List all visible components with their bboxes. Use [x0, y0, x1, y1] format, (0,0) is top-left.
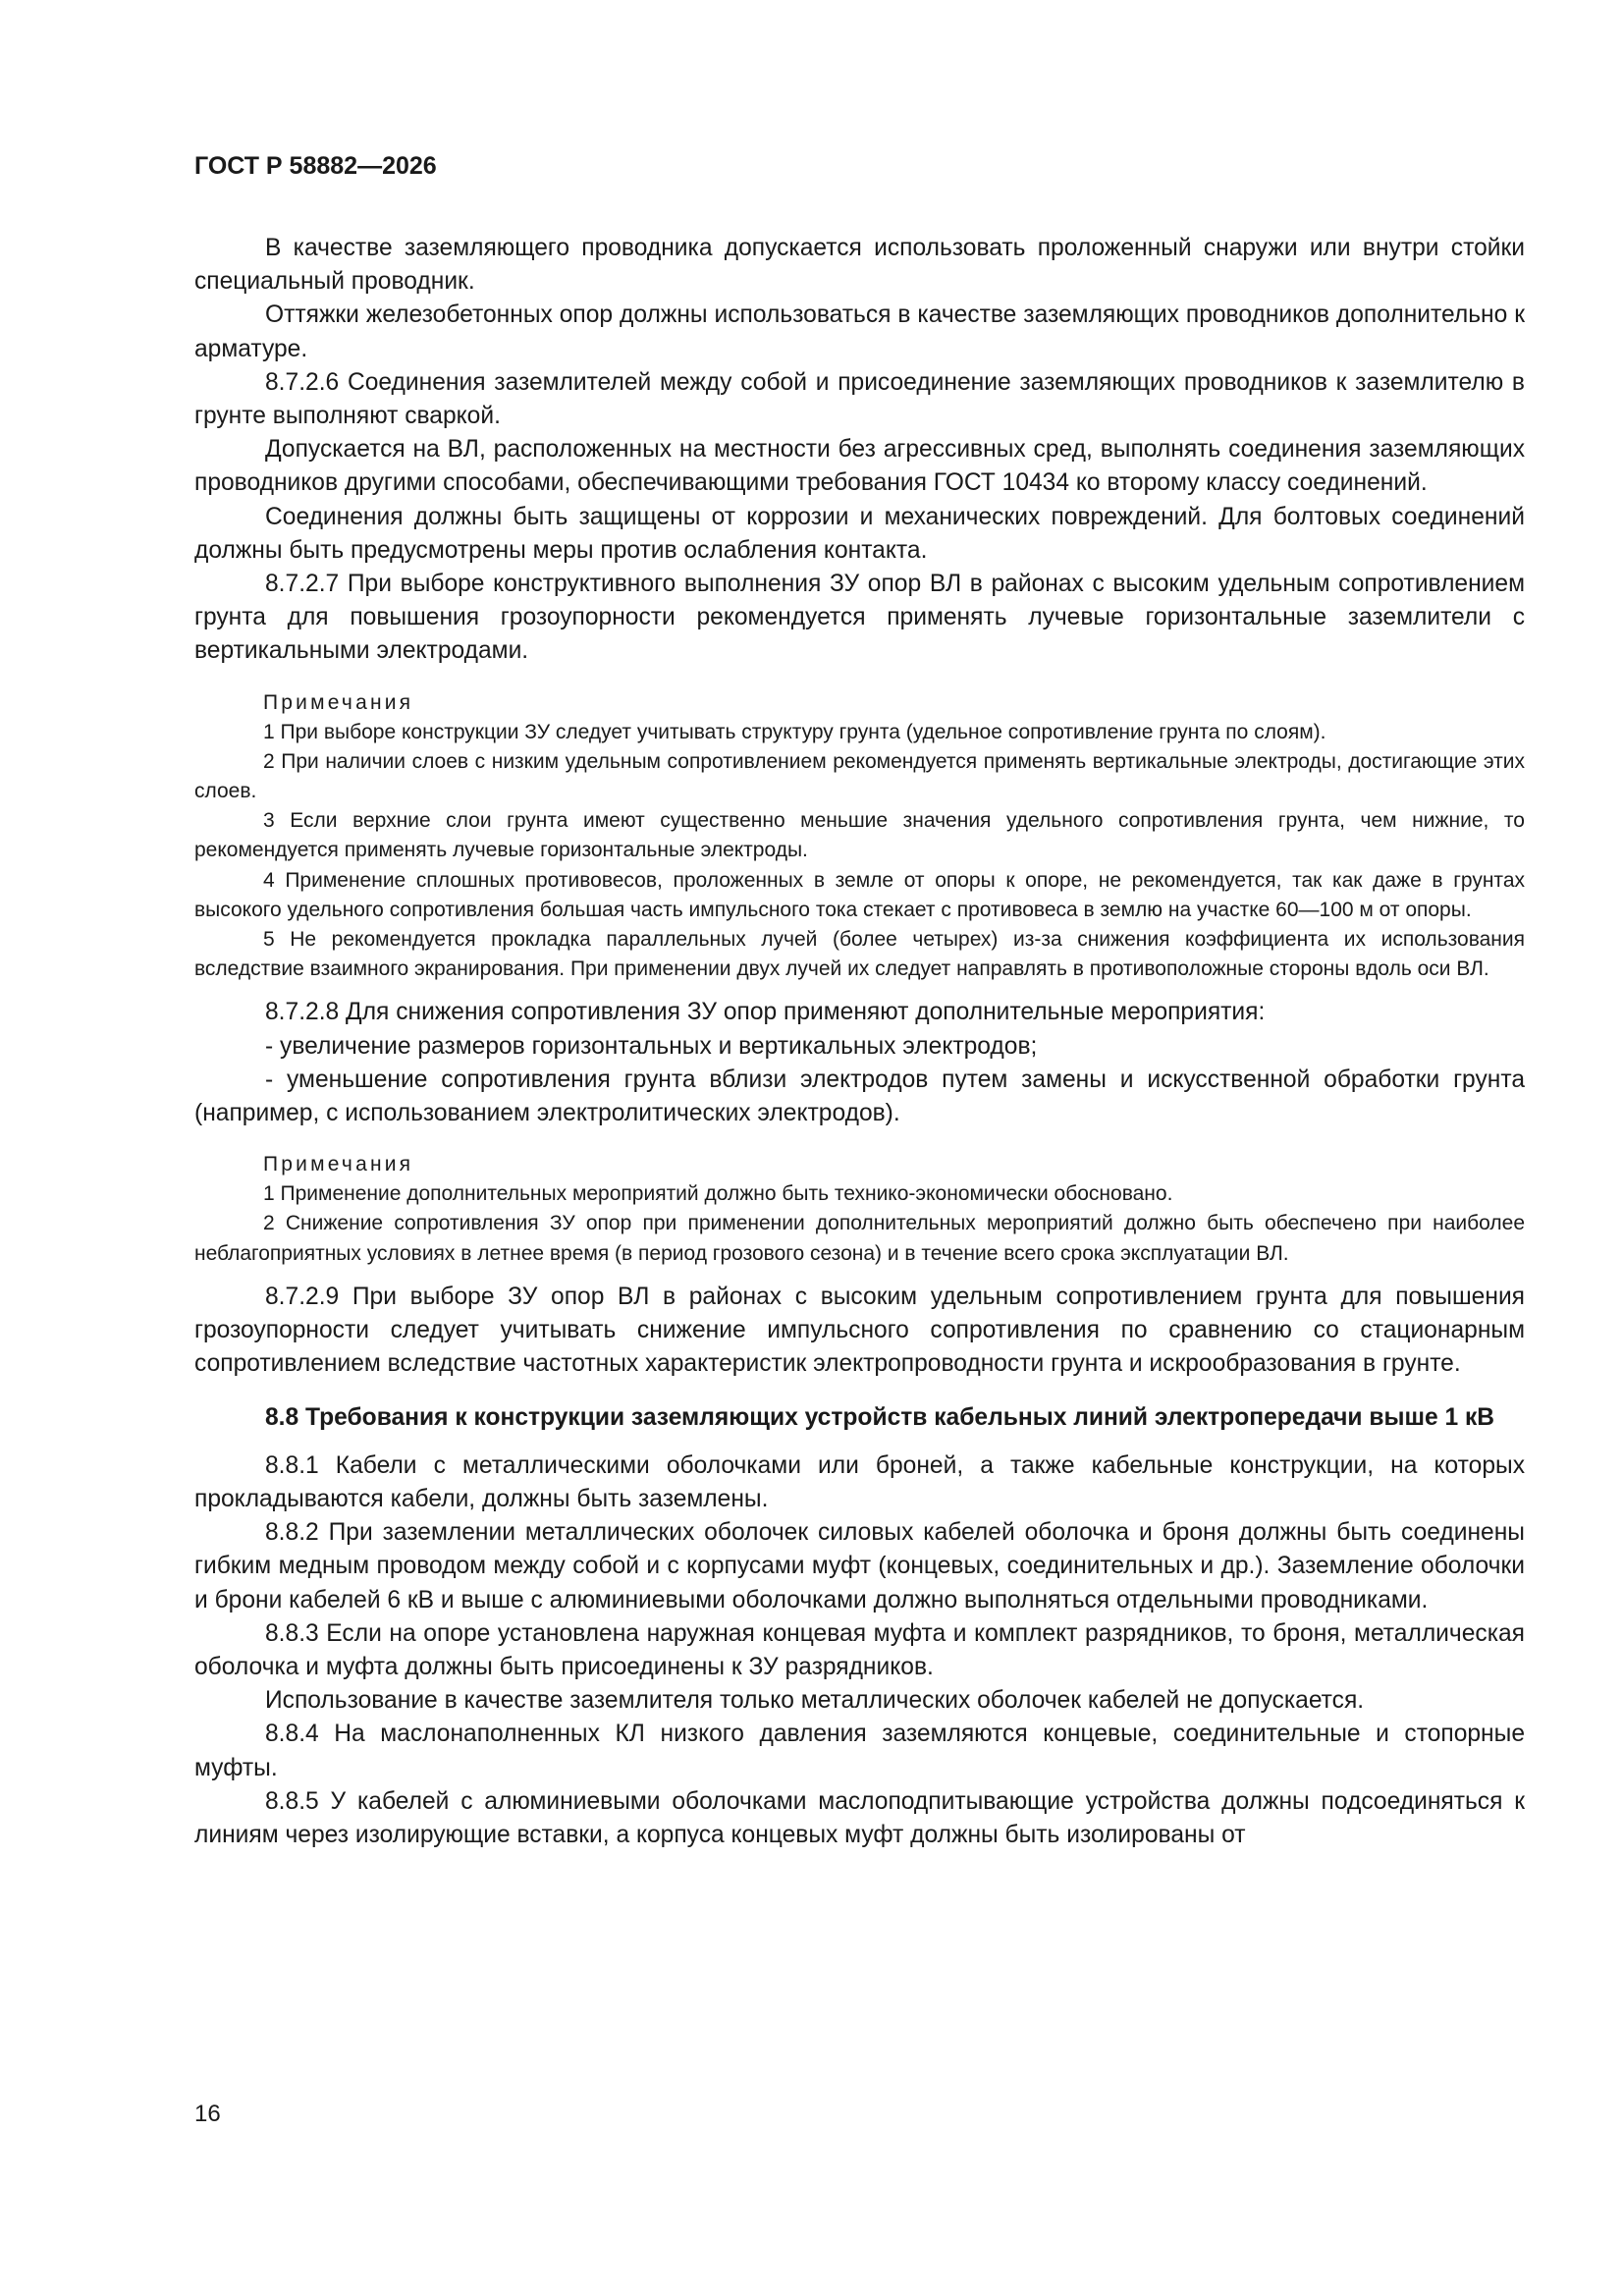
- paragraph: 8.8.5 У кабелей с алюминиевыми оболочками маслоподпитывающие устройства должны подсоединяться к линиям через изолирующие вставки, а корпуса концевых муфт должны быть изолированы от: [194, 1787, 1525, 1848]
- paragraph: 8.8.3 Если на опоре установлена наружная концевая муфта и комплект разрядников, то броня, металлическая оболочка и муфта должны быть присоединены к ЗУ разрядников.: [194, 1619, 1525, 1680]
- note-item: 2 Снижение сопротивления ЗУ опор при применении дополнительных мероприятий должно быть обеспечено при наиболее неблагоприятных условиях в летнее время (в период грозового сезона) и в течение всего срока эксплуатации ВЛ.: [194, 1212, 1525, 1265]
- paragraph: 8.7.2.9 При выборе ЗУ опор ВЛ в районах с высоким удельным сопротивлением грунта для повышения грозоупорности следует учитывать снижение импульсного сопротивления по сравнению со стационарным сопротивлением вследствие частотных характеристик электропроводности грунта и искрообразования в грунте.: [194, 1283, 1525, 1378]
- note-item: 2 При наличии слоев с низким удельным сопротивлением рекомендуется применять вертикальные электроды, достигающие этих слоев.: [194, 749, 1525, 803]
- note-item: 4 Применение сплошных противовесов, проложенных в земле от опоры к опоре, не рекомендуется, так как даже в грунтах высокого удельного сопротивления большая часть импульсного тока стекает с противовеса в землю на участке 60—100 м от опоры.: [194, 868, 1525, 921]
- paragraph: В качестве заземляющего проводника допускается использовать проложенный снаружи или внутри стойки специальный проводник.: [194, 235, 1525, 296]
- paragraph: Использование в качестве заземлителя только металлических оболочек кабелей не допускается.: [265, 1687, 1365, 1715]
- notes-title: Примечания: [263, 690, 414, 714]
- paragraph: 8.8.2 При заземлении металлических оболочек силовых кабелей оболочка и броня должны быть соединены гибким медным проводом между собой и с корпусами муфт (концевых, соединительных и др.). Заземление оболочки и брони кабелей 6 кВ и выше с алюминиевыми оболочками должно выполняться отдельными проводниками.: [194, 1519, 1525, 1613]
- note-item: 1 При выборе конструкции ЗУ следует учитывать структуру грунта (удельное сопротивление грунта по слоям).: [263, 720, 1326, 743]
- section-heading: 8.8 Требования к конструкции заземляющих устройств кабельных линий электропередачи выше 1 кВ: [265, 1403, 1495, 1431]
- paragraph: Оттяжки железобетонных опор должны использоваться в качестве заземляющих проводников дополнительно к арматуре.: [194, 301, 1525, 362]
- paragraph: 8.8.1 Кабели с металлическими оболочками или броней, а также кабельные конструкции, на которых прокладываются кабели, должны быть заземлены.: [194, 1451, 1525, 1512]
- paragraph: 8.7.2.6 Соединения заземлителей между собой и присоединение заземляющих проводников к заземлителю в грунте выполняют сваркой.: [194, 368, 1525, 430]
- note-item: 3 Если верхние слои грунта имеют существенно меньшие значения удельного сопротивления грунта, чем нижние, то рекомендуется применять лучевые горизонтальные электроды.: [194, 809, 1525, 862]
- paragraph: Допускается на ВЛ, расположенных на местности без агрессивных сред, выполнять соединения заземляющих проводников другими способами, обеспечивающими требования ГОСТ 10434 ко второму классу соединений.: [194, 436, 1525, 497]
- list-item: - уменьшение сопротивления грунта вблизи электродов путем замены и искусственной обработки грунта (например, с использованием электролитических электродов).: [194, 1066, 1525, 1127]
- list-item: - увеличение размеров горизонтальных и вертикальных электродов;: [265, 1032, 1038, 1060]
- notes-title: Примечания: [263, 1153, 414, 1176]
- note-item: 5 Не рекомендуется прокладка параллельных лучей (более четырех) из-за снижения коэффициента их использования вследствие взаимного экранирования. При применении двух лучей их следует направлять в противоположные стороны вдоль оси ВЛ.: [194, 928, 1525, 981]
- paragraph: 8.7.2.7 При выборе конструктивного выполнения ЗУ опор ВЛ в районах с высоким удельным сопротивлением грунта для повышения грозоупорности рекомендуется применять лучевые горизонтальные заземлители с вертикальными электродами.: [194, 571, 1525, 665]
- page-number: 16: [194, 2101, 221, 2127]
- paragraph: Соединения должны быть защищены от коррозии и механических повреждений. Для болтовых соединений должны быть предусмотрены меры против ослабления контакта.: [194, 503, 1525, 564]
- notes-block-1: [194, 688, 1525, 985]
- paragraph: 8.7.2.8 Для снижения сопротивления ЗУ опор применяют дополнительные мероприятия:: [265, 999, 1266, 1026]
- document-header: ГОСТ Р 58882—2026: [194, 152, 437, 180]
- paragraph: 8.8.4 На маслонаполненных КЛ низкого давления заземляются концевые, соединительные и стопорные муфты.: [194, 1721, 1525, 1781]
- notes-block-2: [194, 1150, 1525, 1269]
- note-item: 1 Применение дополнительных мероприятий должно быть технико-экономически обосновано.: [263, 1182, 1173, 1206]
- document-body: [194, 232, 1525, 1852]
